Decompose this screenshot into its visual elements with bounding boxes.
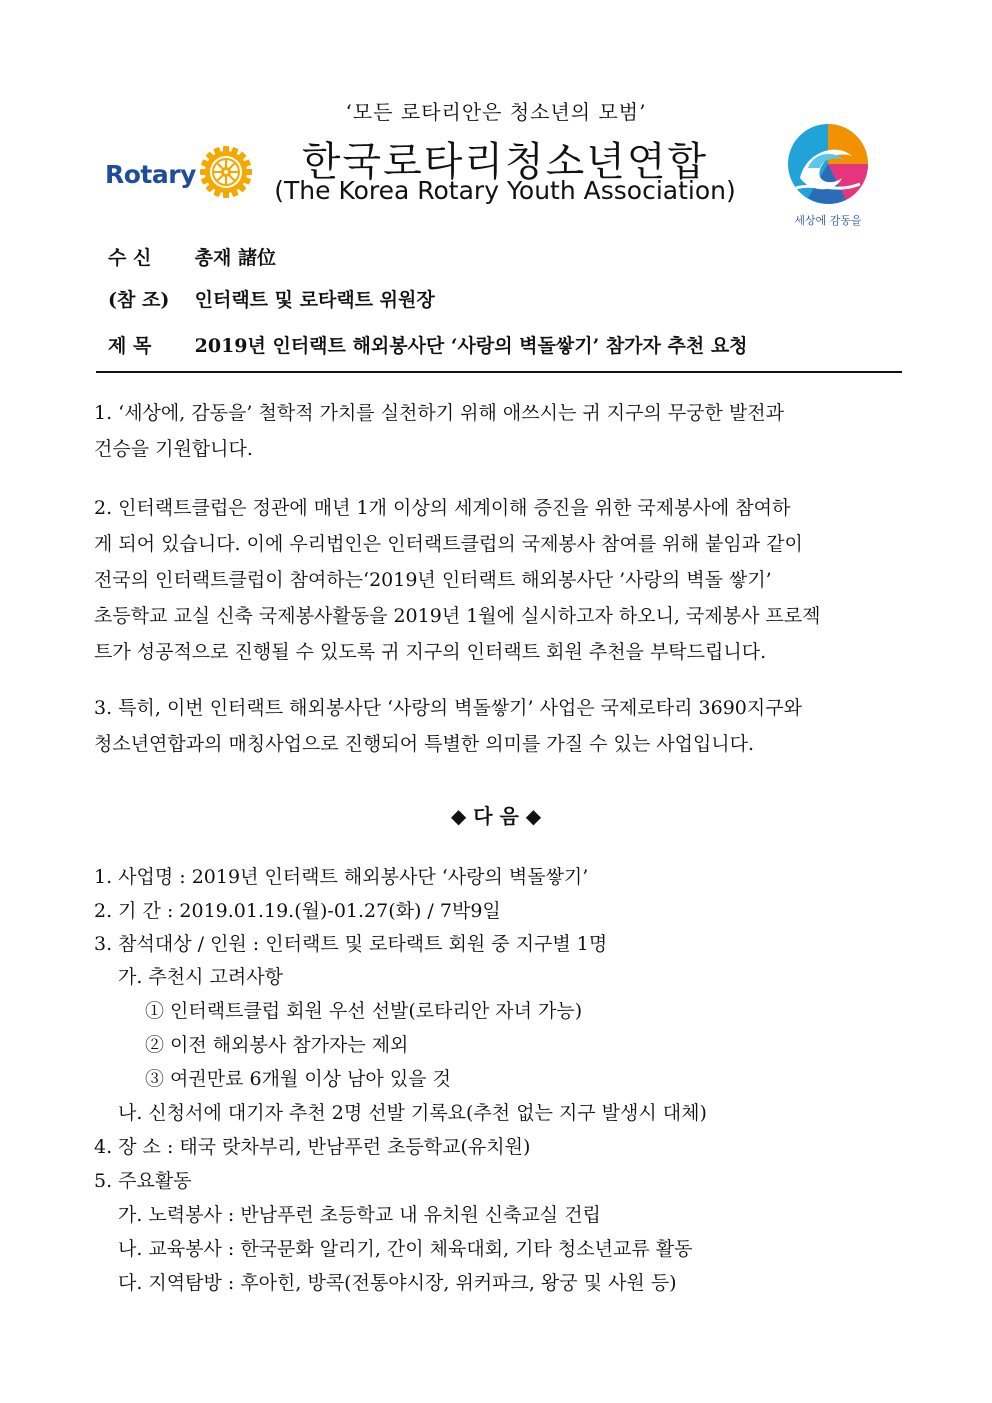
paragraph-line: 전국의 인터랙트클럽이 참여하는‘2019년 인터랙트 해외봉사단 ’사랑의 벽돌 쌓기’: [94, 569, 772, 591]
paragraph-3: [94, 690, 898, 762]
emblem-caption: 세상에 감동을: [794, 214, 862, 227]
recipient-value: 총재 諸位: [194, 247, 276, 269]
paragraph-1: [94, 395, 898, 467]
rotary-logo-text: Rotary: [105, 159, 196, 189]
detail-item: 5. 주요활동: [94, 1170, 192, 1192]
organization-name-english: (The Korea Rotary Youth Association): [274, 176, 736, 205]
paragraph-line: 청소년연합과의 매칭사업으로 진행되어 특별한 의미를 가질 수 있는 사업입니다.: [94, 733, 755, 755]
paragraph-2: [94, 490, 898, 670]
campaign-emblem: [782, 122, 874, 228]
detail-item: 4. 장 소 : 태국 랏차부리, 반남푸런 초등학교(유치원): [94, 1136, 531, 1158]
paragraph-line: 2. 인터랙트클럽은 정관에 매년 1개 이상의 세계이해 증진을 위한 국제봉사에 참여하: [94, 497, 791, 519]
detail-subitem: 가. 노력봉사 : 반남푸런 초등학교 내 유치원 신축교실 건립: [118, 1204, 601, 1226]
paragraph-line: 트가 성공적으로 진행될 수 있도록 귀 지구의 인터랙트 회원 추천을 부탁드립니다.: [94, 641, 767, 663]
detail-subsubitem: ① 인터랙트클럽 회원 우선 선발(로타리안 자녀 가능): [145, 1000, 583, 1022]
paragraph-line: 초등학교 교실 신축 국제봉사활동을 2019년 1월에 실시하고자 하오니, 국제봉사 프로젝: [94, 605, 821, 627]
subject-value: 2019년 인터랙트 해외봉사단 ‘사랑의 벽돌쌓기’ 참가자 추천 요청: [194, 335, 748, 357]
detail-item: 1. 사업명 : 2019년 인터랙트 해외봉사단 ‘사랑의 벽돌쌓기’: [94, 866, 589, 888]
reference-label: (참 조): [108, 289, 170, 311]
detail-subitem: 나. 교육봉사 : 한국문화 알리기, 간이 체육대회, 기타 청소년교류 활동: [118, 1238, 693, 1260]
recipient-label: 수 신: [108, 247, 152, 269]
paragraph-line: 건승을 기원합니다.: [94, 438, 253, 460]
detail-subsubitem: ② 이전 해외봉사 참가자는 제외: [145, 1034, 409, 1056]
paragraph-line: 1. ‘세상에, 감동을’ 철학적 가치를 실천하기 위해 애쓰시는 귀 지구의 무궁한 발전과: [94, 402, 785, 424]
subject-label: 제 목: [108, 335, 152, 357]
notice-heading: ◆ 다 음 ◆: [450, 804, 542, 828]
reference-row: [108, 285, 435, 312]
wave-emblem-icon: [786, 122, 870, 206]
recipient-row: [108, 243, 276, 270]
subject-row: [108, 331, 748, 358]
organization-name-korean: 한국로타리청소년연합: [301, 139, 709, 185]
detail-subitem: 나. 신청서에 대기자 추천 2명 선발 기록요(추천 없는 지구 발생시 대체): [118, 1102, 707, 1124]
detail-item: 2. 기 간 : 2019.01.19.(월)-01.27(화) / 7박9일: [94, 900, 501, 922]
header-divider: [96, 371, 902, 373]
detail-subitem: 다. 지역탐방 : 후아힌, 방콕(전통야시장, 위커파크, 왕궁 및 사원 등): [118, 1272, 677, 1294]
motto: ‘모든 로타리안은 청소년의 모범’: [345, 100, 647, 124]
reference-value: 인터랙트 및 로타랙트 위원장: [194, 289, 435, 311]
detail-item: 3. 참석대상 / 인원 : 인터랙트 및 로타랙트 회원 중 지구별 1명: [94, 933, 608, 955]
paragraph-line: 3. 특히, 이번 인터랙트 해외봉사단 ‘사랑의 벽돌쌓기’ 사업은 국제로타리 3690지구와: [94, 697, 802, 719]
detail-subitem: 가. 추천시 고려사항: [118, 966, 283, 988]
detail-subsubitem: ③ 여권만료 6개월 이상 남아 있을 것: [145, 1068, 451, 1090]
paragraph-line: 게 되어 있습니다. 이에 우리법인은 인터랙트클럽의 국제봉사 참여를 위해 붙임과 같이: [94, 533, 803, 555]
